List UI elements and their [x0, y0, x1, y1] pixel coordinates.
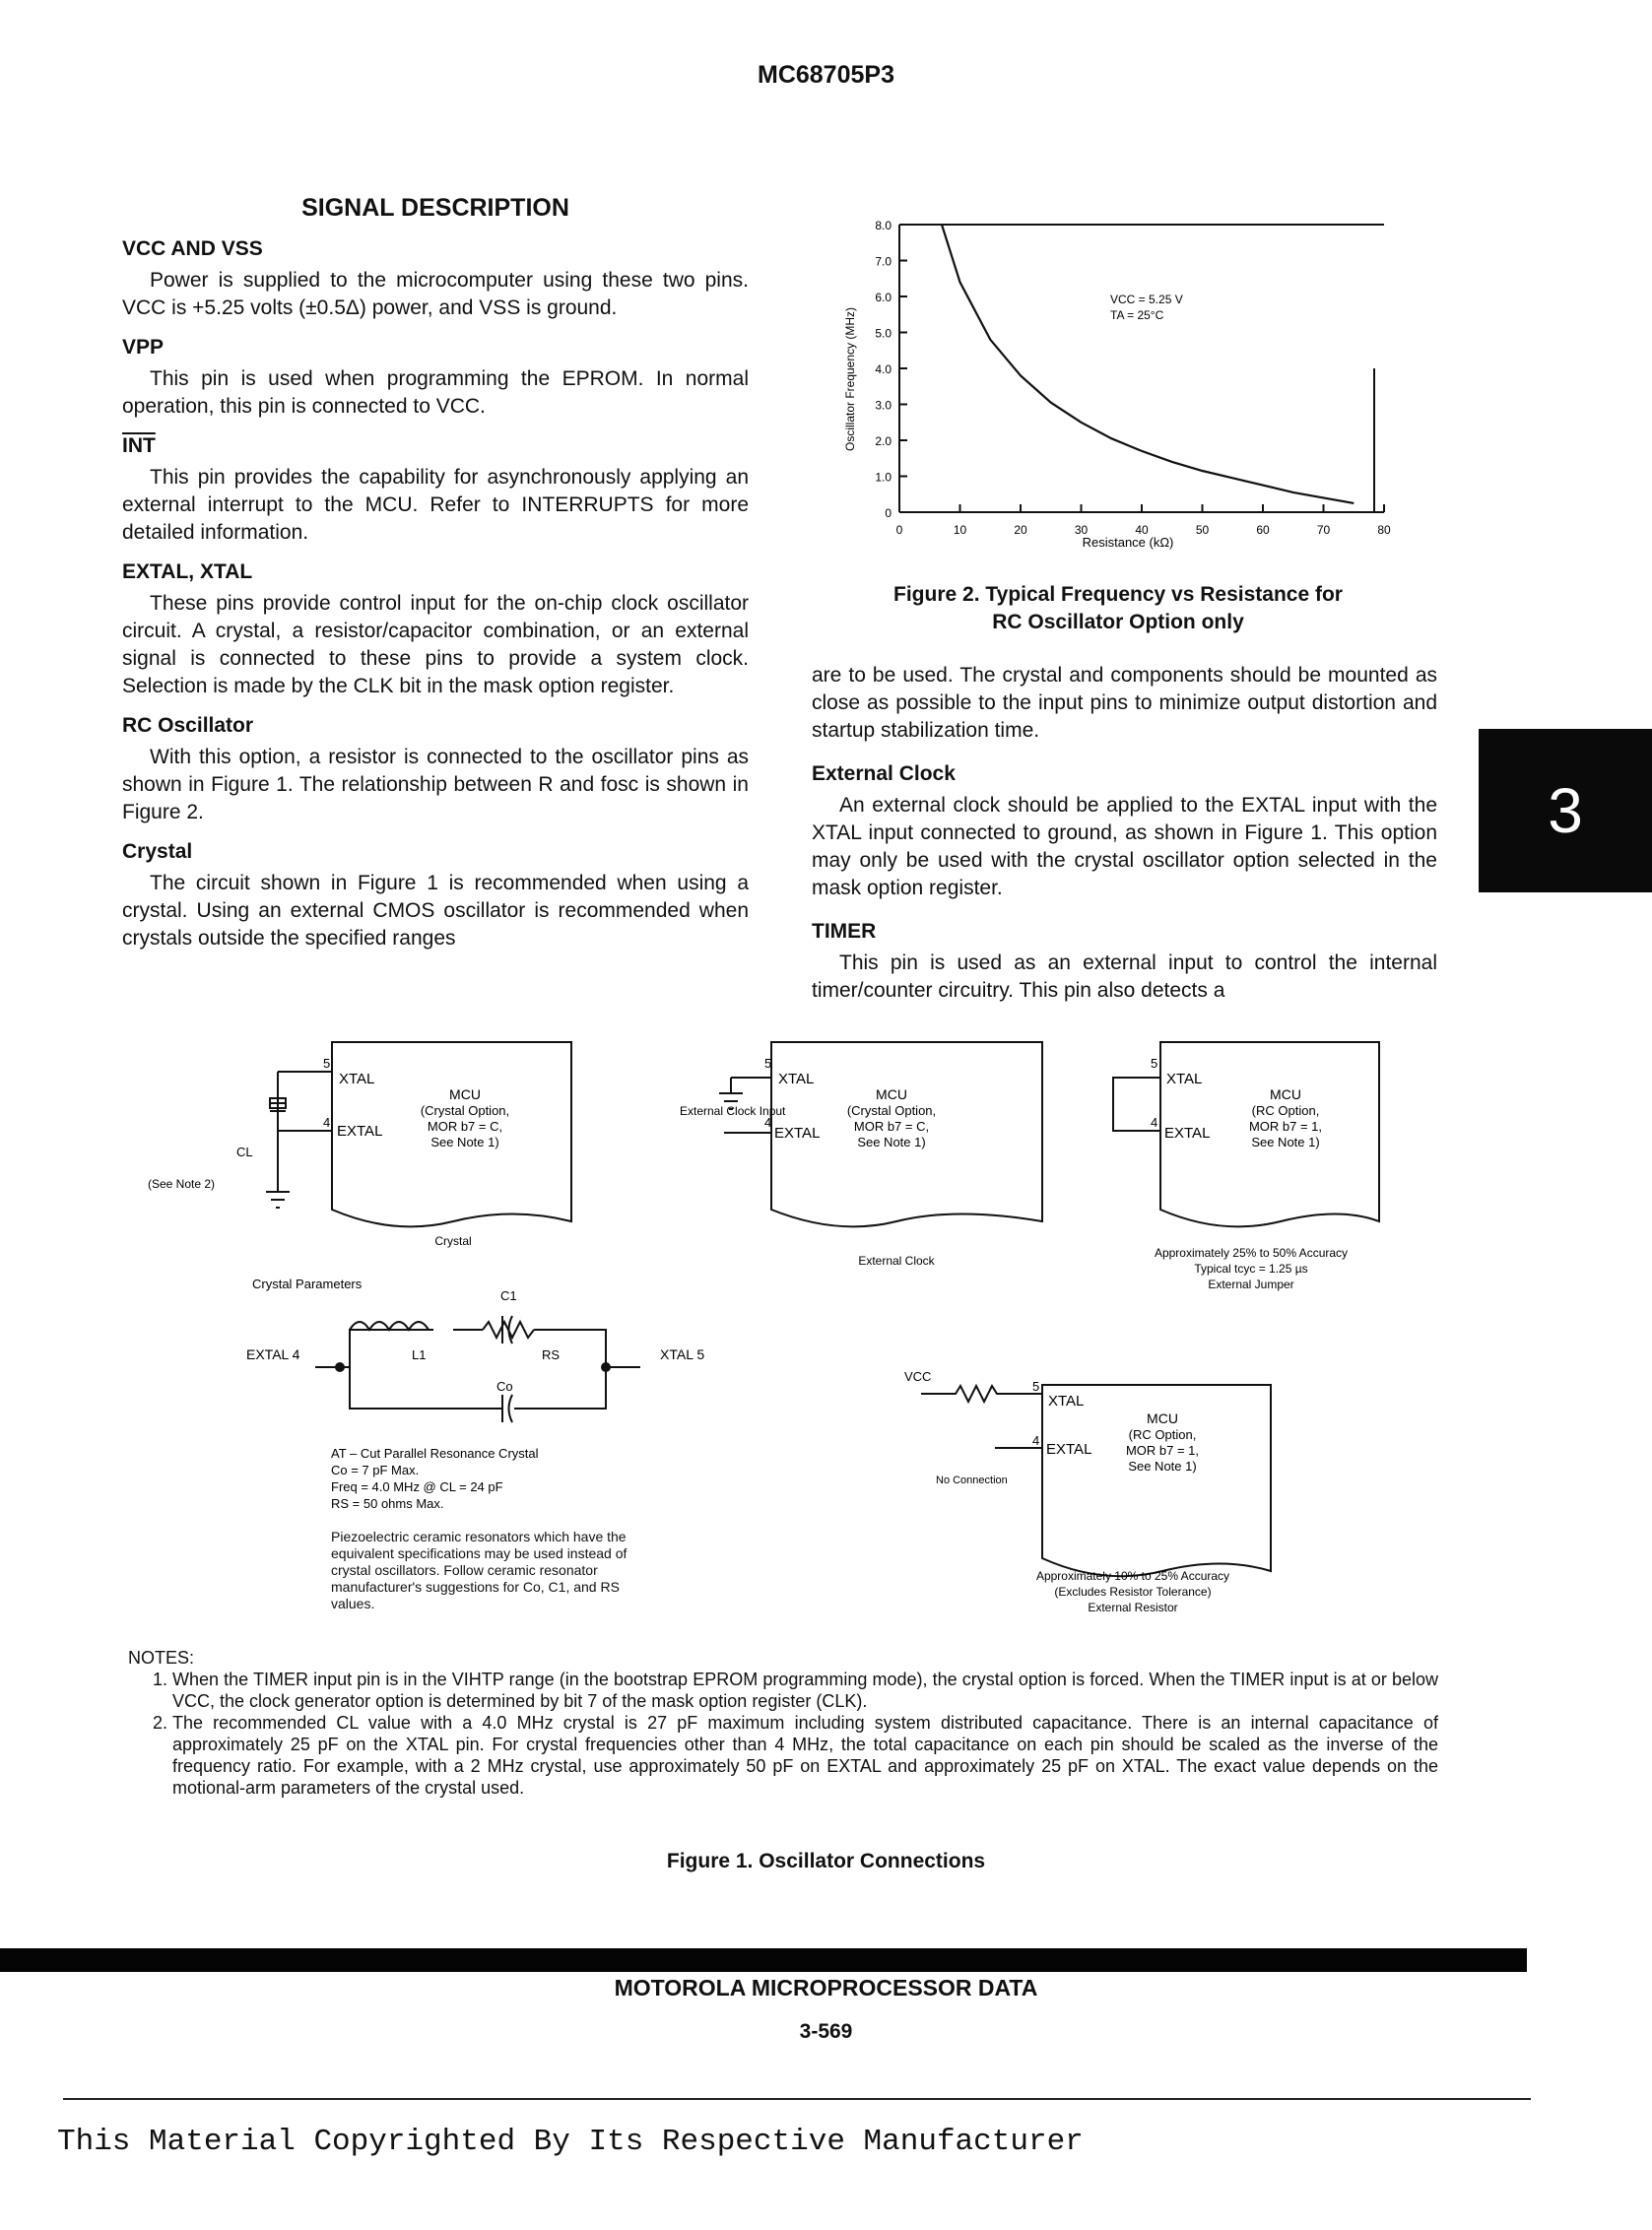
no-connection-label: No Connection [936, 1475, 1008, 1486]
rs-label: RS [542, 1347, 561, 1362]
rc-jumper-tcyc: Typical tcyc = 1.25 µs [1194, 1262, 1308, 1276]
copyright-notice: This Material Copyrighted By Its Respective Manufacturer [57, 2125, 1084, 2159]
crystal-parameters-title: Crystal Parameters [252, 1277, 363, 1291]
pin-4-label-2: 4 [764, 1115, 772, 1130]
heading-extal-xtal: EXTAL, XTAL [122, 560, 253, 583]
mor-c-label-2: MOR b7 = C, [853, 1119, 930, 1134]
heading-external-clock: External Clock [812, 762, 956, 785]
cl-label: CL [236, 1145, 253, 1159]
heading-timer: TIMER [812, 920, 877, 943]
chart-x-axis-label: Resistance (kΩ) [1082, 535, 1174, 550]
crystal-sub-caption: Crystal [434, 1234, 472, 1248]
chart-x-tick-label: 40 [1135, 523, 1149, 537]
chart-y-tick-label: 7.0 [875, 254, 892, 269]
figure1-caption: Figure 1. Oscillator Connections [666, 1850, 986, 1872]
extal-label-3: EXTAL [1164, 1125, 1211, 1142]
heading-vpp: VPP [122, 336, 165, 359]
at-cut-label: AT – Cut Parallel Resonance Crystal [331, 1446, 539, 1461]
freq-label: Freq = 4.0 MHz @ CL = 24 pF [331, 1479, 503, 1494]
pin-5-label-2: 5 [764, 1056, 772, 1071]
chart-y-tick-label: 8.0 [875, 219, 892, 232]
page-header-part-number: MC68705P3 [758, 61, 894, 89]
rc-resistor-accuracy: Approximately 10% to 25% Accuracy [1035, 1569, 1230, 1583]
pin-5-label-4: 5 [1032, 1379, 1040, 1394]
para-timer: This pin is used as an external input to control the internal timer/counter circuitry. This pin also detects a [812, 951, 1437, 1002]
notes-heading: NOTES: [128, 1648, 195, 1668]
extal-label-1: EXTAL [337, 1123, 383, 1140]
pin-4-label: 4 [323, 1115, 331, 1130]
para-int: This pin provides the capability for asynchronously applying an external interrupt to the MCU. Refer to INTERRUPTS for more detailed information. [122, 466, 749, 544]
note-1: 1. When the TIMER input pin is in the VIHTP range (in the bootstrap EPROM programming mode), the crystal option is forced. When the TIMER input is at or below VCC, the clock generator option is determined by bit 7 of the mask option register (CLK). [172, 1669, 1438, 1712]
chart-annotation-ta: TA = 25°C [1110, 308, 1164, 322]
extal-terminal-dot [335, 1362, 345, 1372]
mcu-label-4: MCU [1147, 1410, 1178, 1426]
pin-5-label-3: 5 [1151, 1056, 1158, 1071]
xtal-label-1: XTAL [339, 1071, 375, 1087]
inductor-l1 [350, 1322, 429, 1330]
chart-x-tick-label: 20 [1014, 523, 1027, 537]
extal4-label: EXTAL 4 [246, 1346, 300, 1362]
page-number: 3-569 [799, 2020, 853, 2043]
external-clock-sub-caption: External Clock [858, 1254, 935, 1268]
l1-label: L1 [412, 1347, 427, 1362]
chart-y-tick-label: 0 [885, 506, 892, 520]
left-column [122, 194, 749, 952]
figure2-caption-line1: Figure 2. Typical Frequency vs Resistance for [893, 583, 1343, 606]
para-vpp: This pin is used when programming the EPROM. In normal operation, this pin is connected to VCC. [122, 367, 749, 418]
rc-option-label-4: (RC Option, [1128, 1427, 1197, 1442]
chart-y-tick-label: 6.0 [875, 291, 892, 304]
chart-y-tick-label: 5.0 [875, 326, 892, 341]
note-2: 2. The recommended CL value with a 4.0 MHz crystal is 27 pF maximum including system distributed capacitance. There is an internal capacitance of approximately 25 pF on the XTAL pin. For crystal frequencies other than 4 MHz, the total capacitance on each pin should be scaled as the inverse of the frequency ratio. For example, with a 2 MHz crystal, use approximately 50 pF on EXTAL and approximately 25 pF on XTAL. The exact value depends on the motional-arm parameters of the crystal used. [172, 1712, 1438, 1799]
chart-y-tick-label: 3.0 [875, 398, 892, 413]
vcc-label: VCC [904, 1369, 932, 1384]
section-tab: 3 [1479, 729, 1652, 892]
xtal-label-4: XTAL [1048, 1393, 1085, 1410]
chart-y-tick-label: 1.0 [875, 470, 892, 485]
crystal-option-label: (Crystal Option, [420, 1103, 510, 1118]
chart-y-tick-label: 4.0 [875, 362, 892, 376]
heading-int: $\overline{INT}$ [122, 434, 156, 457]
chart-x-tick-label: 70 [1316, 523, 1331, 537]
para-crystal: The circuit shown in Figure 1 is recommended when using a crystal. Using an external CMOS oscillator is recommended when crystals outside the specified ranges [122, 872, 749, 950]
para-crystal-continued: are to be used. The crystal and components should be mounted as close as possible to the input pins to minimize output distortion and startup stabilization time. [812, 664, 1437, 742]
rc-resistor-tolerance: (Excludes Resistor Tolerance) [1054, 1585, 1212, 1599]
frequency-resistance-chart [832, 207, 1404, 561]
co-label: Co [496, 1379, 513, 1394]
see-note1-label-1: See Note 1) [430, 1135, 499, 1149]
chart-annotation-vcc: VCC = 5.25 V [1110, 293, 1183, 306]
co-max-label: Co = 7 pF Max. [331, 1463, 420, 1477]
heading-vcc-vss: VCC AND VSS [122, 237, 263, 260]
para-vcc-vss: Power is supplied to the microcomputer using these two pins. VCC is +5.25 volts (±0.5Δ) power, and VSS is ground. [122, 269, 749, 319]
notes-section [128, 1647, 1438, 1799]
para-extal-xtal: These pins provide control input for the on-chip clock oscillator circuit. A crystal, a resistor/capacitor combination, or an external signal is connected to these pins to provide a system clock. Selection is made by the CLK bit in the mask option register. [122, 592, 749, 697]
footer-title: MOTOROLA MICROPROCESSOR DATA [614, 1975, 1038, 2000]
extal-label-2: EXTAL [774, 1125, 821, 1142]
xtal-label-3: XTAL [1166, 1071, 1203, 1087]
external-clock-input-label: External Clock Input [680, 1104, 786, 1118]
pin-4-label-3: 4 [1151, 1115, 1158, 1130]
c1-label: C1 [500, 1288, 517, 1303]
chart-x-tick-label: 60 [1256, 523, 1270, 537]
chart-x-tick-label: 0 [895, 523, 903, 537]
chart-y-tick-label: 2.0 [875, 434, 892, 448]
see-note2-label: (See Note 2) [148, 1177, 216, 1191]
xtal5-label: XTAL 5 [660, 1346, 705, 1362]
xtal-terminal-dot [601, 1362, 611, 1372]
section-title: SIGNAL DESCRIPTION [301, 194, 569, 222]
pin-5-label: 5 [323, 1056, 331, 1071]
xtal-label-2: XTAL [778, 1071, 815, 1087]
piezo-note: Piezoelectric ceramic resonators which have the equivalent specifications may be used instead of crystal oscillators. Follow ceramic resonator manufacturer's suggestions for Co, C1, and RS values. [331, 1529, 628, 1611]
mor-c-label: MOR b7 = C, [427, 1119, 503, 1134]
see-note1-label-3: See Note 1) [1251, 1135, 1320, 1149]
right-column [812, 662, 1437, 1005]
heading-rc-oscillator: RC Oscillator [122, 714, 254, 737]
chart-x-tick-label: 80 [1377, 523, 1391, 537]
extal-label-4: EXTAL [1046, 1441, 1092, 1458]
figure2-caption-line2: RC Oscillator Option only [992, 611, 1244, 633]
see-note1-label-4: See Note 1) [1128, 1459, 1197, 1474]
rc-resistor-external: External Resistor [1088, 1601, 1178, 1614]
figure1-oscillator-schematics [0, 1024, 1652, 1645]
para-rc-oscillator: With this option, a resistor is connected to the oscillator pins as shown in Figure 1. The relationship between R and fosc is shown in Figure 2. [122, 746, 749, 823]
heading-crystal: Crystal [122, 840, 193, 863]
rc-jumper-external: External Jumper [1208, 1278, 1294, 1291]
chart-x-tick-label: 50 [1195, 523, 1210, 537]
chart-axes [875, 219, 1391, 537]
ground-symbol-1 [266, 1192, 290, 1208]
para-external-clock: An external clock should be applied to the EXTAL input with the XTAL input connected to ground, as shown in Figure 1. This option may only be used with the crystal oscillator option selected in the mask option register. [812, 794, 1437, 899]
mcu-label-3: MCU [1270, 1086, 1301, 1102]
crystal-symbol [270, 1072, 332, 1192]
mor-1-label: MOR b7 = 1, [1248, 1119, 1323, 1134]
rs-max-label: RS = 50 ohms Max. [331, 1496, 444, 1511]
rc-jumper-accuracy: Approximately 25% to 50% Accuracy [1154, 1246, 1349, 1260]
chart-y-axis-label: Oscillator Frequency (MHz) [843, 306, 857, 452]
rc-option-label: (RC Option, [1251, 1103, 1320, 1118]
see-note1-label-2: See Note 1) [857, 1135, 926, 1149]
chart-x-tick-label: 30 [1074, 523, 1089, 537]
crystal-equivalent-circuit [315, 1322, 640, 1409]
crystal-option-label-2: (Crystal Option, [846, 1103, 937, 1118]
rc-resistor-wiring [921, 1386, 1042, 1448]
mcu-label-1: MCU [449, 1086, 481, 1102]
pin-4-label-4: 4 [1032, 1433, 1040, 1448]
figure2-caption [832, 581, 1404, 636]
footer-rule [0, 1948, 1527, 1972]
footer-bottom-rule [63, 2098, 1531, 2100]
chart-series-line [942, 225, 1354, 503]
capacitors-c1-co [502, 1316, 512, 1422]
chart-x-tick-label: 10 [953, 523, 967, 537]
mcu-label-2: MCU [876, 1086, 907, 1102]
mor-1-label-4: MOR b7 = 1, [1125, 1443, 1200, 1458]
